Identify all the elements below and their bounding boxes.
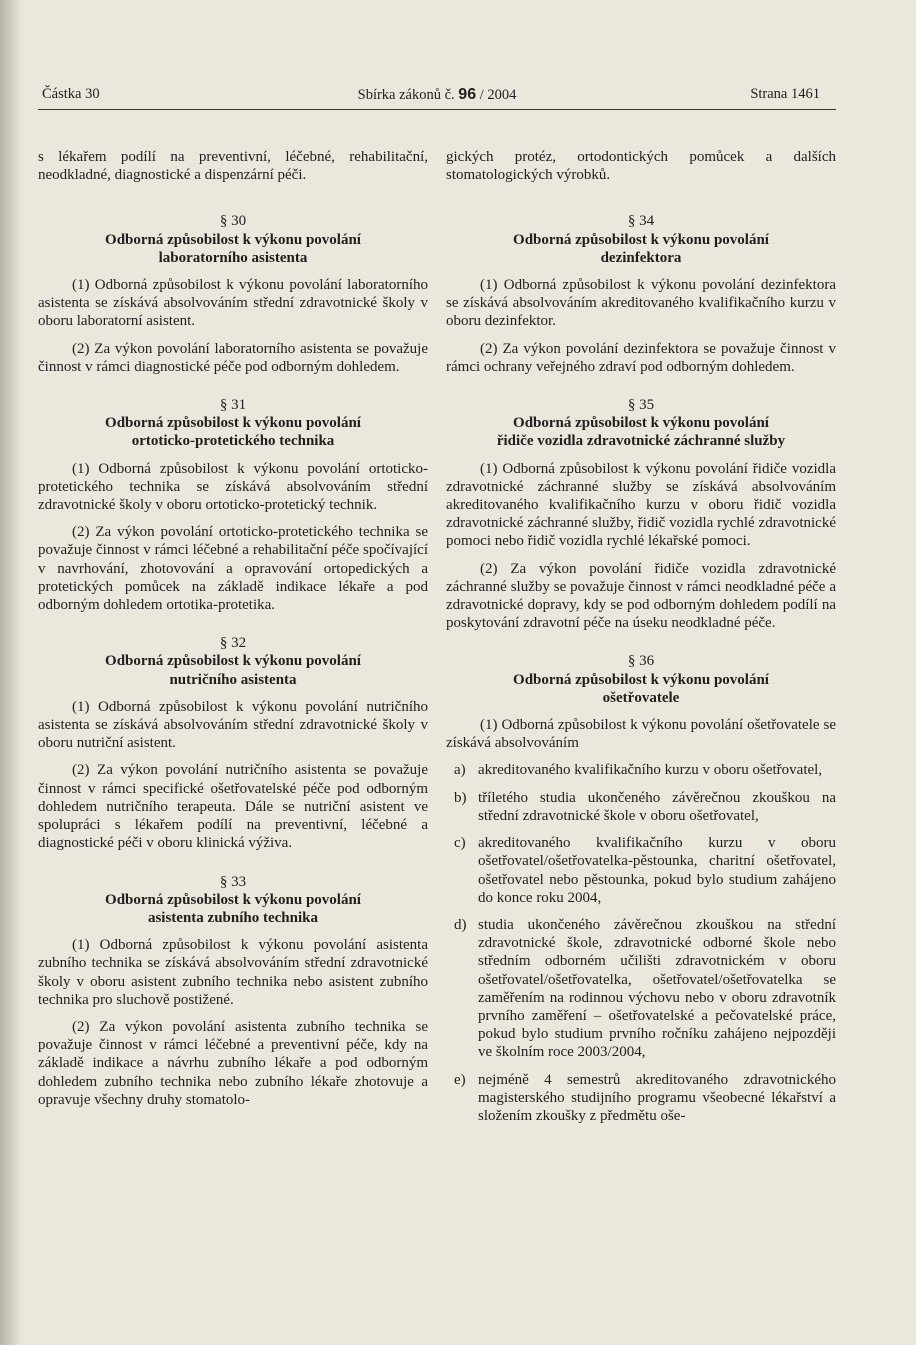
section-36-sign: § 36 (627, 653, 655, 670)
section-33-title-line1: Odborná způsobilost k výkonu povolání (105, 891, 361, 908)
section-32-title-line1: Odborná způsobilost k výkonu povolání (105, 653, 361, 670)
section-34-paragraph-2: (2) Za výkon povolání dezinfektora se považuje činnost v rámci ochrany veřejného zdraví pod odborným dohledem. (446, 340, 836, 375)
list-item-label: b) (454, 789, 467, 806)
page-number: Strana 1461 (750, 86, 820, 102)
law-number: 96 (458, 86, 477, 103)
section-32-paragraph-2: (2) Za výkon povolání nutričního asistenta se považuje činnost v rámci specifické ošetřovatelské péče pod odborným dohledem nutričního terapeuta. Dále se nutriční asistent ve spolupráci s lékařem podílí na preventivní, léčebné a diagnostické péči v oboru klinická výživa. (38, 762, 428, 852)
page-binding-shadow (0, 0, 22, 1345)
section-32-title-line2: nutričního asistenta (169, 671, 297, 688)
collection-label: Sbírka zákonů č. (357, 87, 455, 103)
section-35-paragraph-2: (2) Za výkon povolání řidiče vozidla zdravotnické záchranné služby se považuje činnost v rámci neodkladné péče a zdravotnické dopravy, kdy se pod odborným dohledem podílí na poskytování zdravotní péče na úseku neodkladné péče. (446, 560, 836, 632)
section-34-sign: § 34 (627, 213, 655, 230)
list-item (446, 1071, 836, 1126)
section-35-sign: § 35 (627, 397, 655, 414)
section-36-title-line2: ošetřovatele (602, 689, 680, 706)
list-item-text: akreditovaného kvalifikačního kurzu v oboru ošetřovatel/ošetřovatelka-pěstounka, charitní ošetřovatel, ošetřovatel nebo pěstounka, pokud bylo studium zahájeno do konce roku 2004, (478, 835, 836, 906)
section-30-title-line2: laboratorního asistenta (158, 249, 308, 266)
list-item-label: e) (454, 1071, 466, 1088)
list-item (446, 761, 836, 779)
section-34-paragraph-1: (1) Odborná způsobilost k výkonu povolání dezinfektora se získává absolvováním akreditovaného kvalifikačního kurzu v oboru dezinfektor. (446, 277, 836, 330)
section-33-paragraph-1: (1) Odborná způsobilost k výkonu povolání asistenta zubního technika se získává absolvováním střední zdravotnické školy v oboru asistent zubního technika nebo asistent zubního technika pro sluchově postižené. (38, 937, 428, 1008)
section-30-paragraph-2: (2) Za výkon povolání laboratorního asistenta se považuje činnost v rámci diagnostické péče pod odborným dohledem. (38, 340, 428, 375)
section-31-sign: § 31 (219, 397, 247, 414)
section-36-title-line1: Odborná způsobilost k výkonu povolání (513, 671, 769, 688)
page-header (38, 86, 836, 108)
law-year: / 2004 (479, 87, 517, 103)
list-item (446, 834, 836, 907)
section-30-title-line1: Odborná způsobilost k výkonu povolání (105, 231, 361, 248)
section-32-sign: § 32 (219, 635, 247, 652)
section-31-title-line1: Odborná způsobilost k výkonu povolání (105, 415, 361, 432)
section-33-sign: § 33 (219, 873, 247, 890)
section-31-paragraph-1: (1) Odborná způsobilost k výkonu povolání ortoticko-protetického technika se získává absolvováním střední zdravotnické školy v oboru ortoticko-protetický technik. (38, 460, 428, 514)
section-35-title-line2: řidiče vozidla zdravotnické záchranné služby (496, 433, 786, 450)
list-item-text: nejméně 4 semestrů akreditovaného zdravotnického magisterského studijního programu všeobecné lékařství a složením zkoušky z předmětu oše- (478, 1071, 836, 1124)
header-rule (38, 109, 836, 110)
section-35-title-line1: Odborná způsobilost k výkonu povolání (513, 415, 769, 432)
intro-continuation: s lékařem podílí na preventivní, léčebné, rehabilitační, neodkladné, diagnostické a dispenzární péči. (38, 149, 428, 184)
list-item-text: studia ukončeného závěrečnou zkouškou na střední zdravotnické škole, zdravotnické odborné škole nebo středním odborném učilišti zdravotnickém v oboru ošetřovatel/ošetřovatelka, ošetřovatel/ošetřovatelka se zaměřením na rodinnou výchovu nebo v oboru zdravotník prvního zaměření – ošetřovatelské a pečovatelské práce, pokud bylo studium prvního ročníku zahájeno nejpozději ve školním roce 2003/2004, (478, 916, 836, 1061)
section-31-title-line2: ortoticko-protetického technika (131, 433, 335, 450)
section-30-sign: § 30 (219, 213, 247, 230)
section-34-title-line2: dezinfektora (600, 249, 682, 266)
section-36-paragraph-1: (1) Odborná způsobilost k výkonu povolání ošetřovatele se získává absolvováním (446, 717, 836, 752)
right-column (446, 148, 836, 1125)
left-column (38, 148, 428, 1109)
collection-title (38, 86, 836, 104)
section-34-title-line1: Odborná způsobilost k výkonu povolání (513, 231, 769, 248)
list-item (446, 916, 836, 1062)
list-item-text: akreditovaného kvalifikačního kurzu v oboru ošetřovatel, (478, 762, 823, 779)
section-33-paragraph-2: (2) Za výkon povolání asistenta zubního technika se považuje činnost v rámci léčebné a preventivní péče, kdy na základě indikace a návrhu zubního lékaře a pod odborným dohledem zubního technika nebo zubního lékaře zhotovuje a opravuje všechny druhy stomatolo- (38, 1018, 428, 1108)
section-32-paragraph-1: (1) Odborná způsobilost k výkonu povolání nutričního asistenta se získává absolvováním střední zdravotnické školy v oboru nutriční asistent. (38, 698, 428, 752)
list-item-label: a) (454, 762, 466, 779)
list-item-text: tříletého studia ukončeného závěrečnou zkouškou na střední zdravotnické škole v oboru ošetřovatel, (478, 789, 836, 824)
section-33-title-line2: asistenta zubního technika (147, 909, 319, 926)
section-30-paragraph-1: (1) Odborná způsobilost k výkonu povolání laboratorního asistenta se získává absolvováním střední zdravotnické školy v oboru laboratorní asistent. (38, 277, 428, 330)
intro-continuation-right: gických protéz, ortodontických pomůcek a dalších stomatologických výrobků. (446, 149, 836, 184)
list-item-label: c) (454, 835, 466, 852)
part-number: Částka 30 (42, 86, 100, 102)
section-31-paragraph-2: (2) Za výkon povolání ortoticko-protetického technika se považuje činnost v rámci léčebné a rehabilitační péče spočívající v navrhování, zhotovování a opravování ortopedických a protetických pomůcek na základě indikace lékaře a pod odborným dohledem ortotika-protetika. (38, 524, 428, 614)
section-35-paragraph-1: (1) Odborná způsobilost k výkonu povolání řidiče vozidla zdravotnické záchranné služby se získává absolvováním akreditovaného kvalifikačního kurzu v oboru řidič vozidla zdravotnické záchranné služby, řidič vozidla rychlé zdravotnické pomoci nebo řidič vozidla rychlé lékařské pomoci. (446, 460, 836, 550)
list-item-label: d) (454, 916, 467, 933)
list-item (446, 789, 836, 825)
